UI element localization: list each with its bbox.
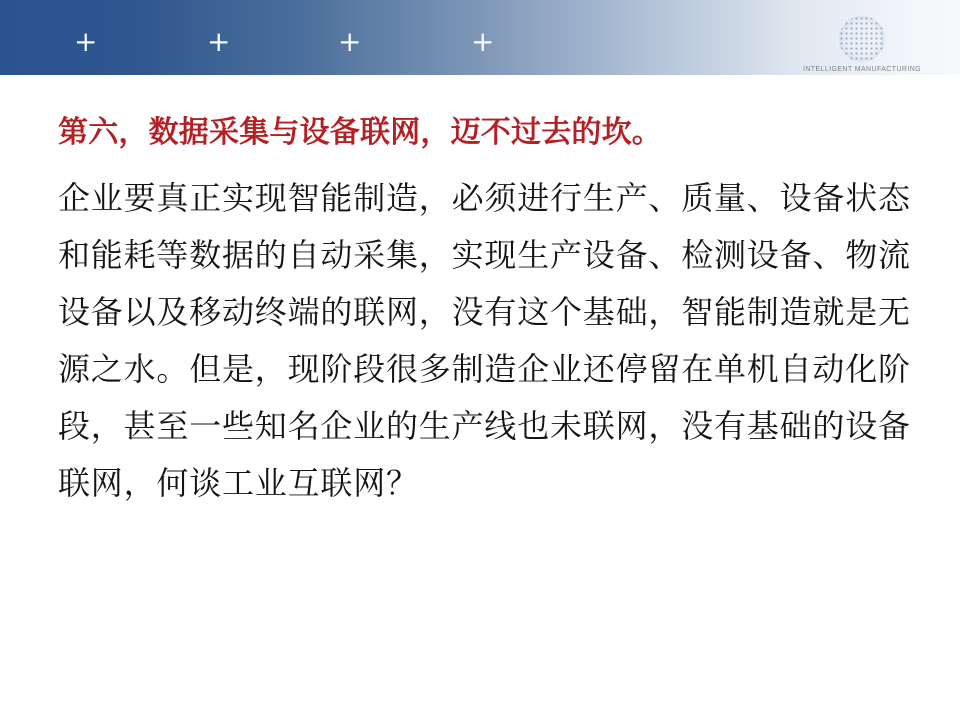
body-line-2: 和能耗等数据的自动采集，实现生产设备、检测设备、物流 xyxy=(58,237,911,273)
body-line-3: 设备以及移动终端的联网，没有这个基础，智能制造就是无 xyxy=(58,294,911,330)
body-line-5: 段，甚至一些知名企业的生产线也未联网，没有基础的设备 xyxy=(58,408,911,444)
body-line-1: 企业要真正实现智能制造，必须进行生产、质量、设备状态 xyxy=(58,180,911,216)
plus-icon-1: + xyxy=(74,25,98,58)
slide-heading: 第六，数据采集与设备联网，迈不过去的坎。 xyxy=(58,116,662,149)
intelligent-manufacturing-logo xyxy=(799,16,925,73)
plus-icon-2: + xyxy=(207,25,231,58)
plus-icon-3: + xyxy=(338,25,362,58)
plus-icon-4: + xyxy=(471,25,495,58)
top-banner xyxy=(0,0,960,75)
globe-mesh-icon xyxy=(839,16,885,62)
body-line-6: 联网，何谈工业互联网？ xyxy=(58,465,419,501)
logo-caption: INTELLIGENT MANUFACTURING xyxy=(803,66,921,73)
body-line-4: 源之水。但是，现阶段很多制造企业还停留在单机自动化阶 xyxy=(58,351,911,387)
body-paragraph xyxy=(58,170,926,512)
